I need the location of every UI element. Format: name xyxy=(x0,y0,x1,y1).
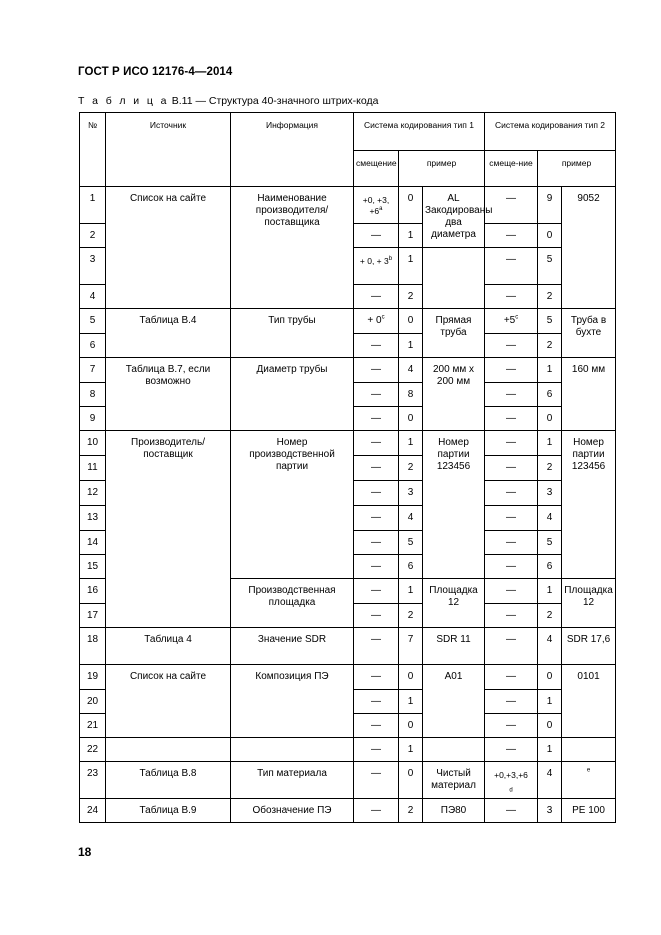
information-cell: Номер производственной партии xyxy=(231,431,354,579)
offset-1-cell: — xyxy=(354,531,399,555)
digit-2-cell: 1 xyxy=(538,431,562,456)
footnote-mark: e xyxy=(586,767,591,774)
offset-1-cell: — xyxy=(354,579,399,604)
digit-2-cell: 4 xyxy=(538,506,562,531)
barcode-structure-table xyxy=(79,112,616,823)
example-2-cell: SDR 17,6 xyxy=(562,628,616,665)
header-information: Информация xyxy=(231,113,354,187)
source-cell: Список на сайте xyxy=(106,665,231,738)
digit-2-cell: 0 xyxy=(538,224,562,248)
digit-2-cell: 5 xyxy=(538,248,562,285)
offset-2-cell: — xyxy=(485,383,538,407)
row-number: 22 xyxy=(80,738,106,762)
digit-1-cell: 0 xyxy=(399,187,423,224)
row-number: 21 xyxy=(80,714,106,738)
offset-2-cell: — xyxy=(485,358,538,383)
example-1-cell: Площадка 12 xyxy=(423,579,485,628)
information-cell: Тип трубы xyxy=(231,309,354,358)
digit-1-cell: 1 xyxy=(399,248,423,285)
table-row xyxy=(80,628,616,665)
digit-2-cell: 6 xyxy=(538,555,562,579)
example-2-cell: Площадка 12 xyxy=(562,579,616,628)
example-1-empty-cell xyxy=(423,738,485,762)
row-number: 14 xyxy=(80,531,106,555)
table-row xyxy=(80,738,616,762)
header-num: № xyxy=(80,113,106,187)
table-caption xyxy=(78,95,378,107)
digit-1-cell: 0 xyxy=(399,309,423,334)
digit-2-cell: 6 xyxy=(538,383,562,407)
digit-2-cell: 0 xyxy=(538,665,562,690)
digit-1-cell: 0 xyxy=(399,762,423,799)
example-2-cell xyxy=(562,762,616,799)
digit-2-cell: 1 xyxy=(538,690,562,714)
digit-2-cell: 4 xyxy=(538,762,562,799)
digit-1-cell: 2 xyxy=(399,604,423,628)
offset-2-cell: — xyxy=(485,665,538,690)
row-number: 19 xyxy=(80,665,106,690)
offset-1-cell: — xyxy=(354,481,399,506)
offset-2-cell: — xyxy=(485,531,538,555)
offset-1-cell: — xyxy=(354,555,399,579)
offset-2-cell: — xyxy=(485,690,538,714)
row-number: 7 xyxy=(80,358,106,383)
offset-2-cell: — xyxy=(485,248,538,285)
row-number: 9 xyxy=(80,407,106,431)
row-number: 6 xyxy=(80,334,106,358)
example-2-cell: Труба в бухте xyxy=(562,309,616,358)
digit-1-cell: 1 xyxy=(399,738,423,762)
digit-1-cell: 1 xyxy=(399,224,423,248)
offset-value: +5 xyxy=(503,315,516,326)
example-1-cell: Номер партии 123456 xyxy=(423,431,485,579)
digit-1-cell: 2 xyxy=(399,285,423,309)
row-number: 12 xyxy=(80,481,106,506)
example-2-cell: Номер партии 123456 xyxy=(562,431,616,579)
digit-2-cell: 2 xyxy=(538,285,562,309)
offset-1-cell: — xyxy=(354,224,399,248)
header-example-2: пример xyxy=(538,151,616,187)
digit-2-cell: 2 xyxy=(538,334,562,358)
information-empty-cell xyxy=(231,738,354,762)
offset-2-cell: — xyxy=(485,407,538,431)
row-number: 4 xyxy=(80,285,106,309)
offset-1-cell: — xyxy=(354,383,399,407)
digit-2-cell: 3 xyxy=(538,799,562,823)
offset-2-cell: — xyxy=(485,628,538,665)
digit-2-cell: 1 xyxy=(538,579,562,604)
offset-2-cell: — xyxy=(485,714,538,738)
offset-2-cell: — xyxy=(485,738,538,762)
row-number: 10 xyxy=(80,431,106,456)
offset-2-cell: — xyxy=(485,224,538,248)
offset-1-cell: — xyxy=(354,358,399,383)
example-1-cell: Чистый материал xyxy=(423,762,485,799)
example-2-cell: 0101 xyxy=(562,665,616,738)
row-number: 18 xyxy=(80,628,106,665)
example-1-cell: A01 xyxy=(423,665,485,738)
offset-1-cell: — xyxy=(354,628,399,665)
table-row xyxy=(80,358,616,383)
offset-2-cell: — xyxy=(485,506,538,531)
offset-value: + 0, + 3 xyxy=(359,256,389,266)
digit-1-cell: 2 xyxy=(399,799,423,823)
digit-1-cell: 3 xyxy=(399,481,423,506)
offset-value: +0,+3,+6 xyxy=(494,770,528,780)
row-number: 13 xyxy=(80,506,106,531)
row-number: 15 xyxy=(80,555,106,579)
offset-1-cell: — xyxy=(354,431,399,456)
offset-value: +0, +3, +6 xyxy=(362,195,390,216)
offset-1-cell: — xyxy=(354,762,399,799)
digit-2-cell: 3 xyxy=(538,481,562,506)
offset-2-cell: — xyxy=(485,579,538,604)
offset-1-cell: — xyxy=(354,285,399,309)
digit-1-cell: 7 xyxy=(399,628,423,665)
information-cell: Диаметр трубы xyxy=(231,358,354,431)
digit-1-cell: 2 xyxy=(399,456,423,481)
row-number: 24 xyxy=(80,799,106,823)
digit-2-cell: 9 xyxy=(538,187,562,224)
row-number: 16 xyxy=(80,579,106,604)
row-number: 23 xyxy=(80,762,106,799)
digit-2-cell: 0 xyxy=(538,714,562,738)
offset-2-cell: — xyxy=(485,456,538,481)
row-number: 2 xyxy=(80,224,106,248)
offset-2-cell: — xyxy=(485,187,538,224)
page-number: 18 xyxy=(78,845,92,859)
offset-2-cell: — xyxy=(485,285,538,309)
digit-1-cell: 5 xyxy=(399,531,423,555)
example-2-empty-cell xyxy=(562,738,616,762)
digit-1-cell: 6 xyxy=(399,555,423,579)
offset-1-cell: — xyxy=(354,665,399,690)
header-offset-1: смещение xyxy=(354,151,399,187)
information-cell: Наименование производителя/поставщика xyxy=(231,187,354,309)
table-row xyxy=(80,431,616,456)
table-row xyxy=(80,665,616,690)
offset-1-cell: — xyxy=(354,714,399,738)
source-cell: Таблица 4 xyxy=(106,628,231,665)
source-empty-cell xyxy=(106,738,231,762)
offset-1-cell xyxy=(354,309,399,334)
digit-2-cell: 5 xyxy=(538,309,562,334)
source-cell: Таблица В.8 xyxy=(106,762,231,799)
digit-1-cell: 4 xyxy=(399,506,423,531)
document-title: ГОСТ Р ИСО 12176-4—2014 xyxy=(78,66,233,78)
digit-1-cell: 1 xyxy=(399,579,423,604)
example-1-cell: AL Закодированы два диаметра xyxy=(423,187,485,248)
example-2-cell: PE 100 xyxy=(562,799,616,823)
row-number: 1 xyxy=(80,187,106,224)
offset-1-cell xyxy=(354,248,399,285)
offset-2-cell xyxy=(485,762,538,799)
example-1-cell: ПЭ80 xyxy=(423,799,485,823)
digit-1-cell: 8 xyxy=(399,383,423,407)
offset-2-cell xyxy=(485,309,538,334)
example-1-cell: SDR 11 xyxy=(423,628,485,665)
example-1-cell: Прямая труба xyxy=(423,309,485,358)
digit-1-cell: 0 xyxy=(399,407,423,431)
digit-2-cell: 4 xyxy=(538,628,562,665)
digit-1-cell: 1 xyxy=(399,334,423,358)
header-coding-system-1: Система кодирования тип 1 xyxy=(354,113,485,151)
digit-1-cell: 1 xyxy=(399,690,423,714)
offset-1-cell: — xyxy=(354,799,399,823)
table-row xyxy=(80,762,616,799)
table-caption-prefix: Т а б л и ц а xyxy=(78,95,169,107)
offset-1-cell: — xyxy=(354,407,399,431)
information-cell: Тип материала xyxy=(231,762,354,799)
example-2-cell: 9052 xyxy=(562,187,616,309)
offset-2-cell: — xyxy=(485,799,538,823)
footnote-mark: b xyxy=(388,256,393,263)
offset-value: + 0 xyxy=(367,315,382,326)
offset-2-cell: — xyxy=(485,604,538,628)
information-cell: Композиция ПЭ xyxy=(231,665,354,738)
digit-2-cell: 5 xyxy=(538,531,562,555)
source-cell: Таблица В.4 xyxy=(106,309,231,358)
offset-1-cell xyxy=(354,187,399,224)
offset-2-cell: — xyxy=(485,555,538,579)
digit-1-cell: 4 xyxy=(399,358,423,383)
offset-2-cell: — xyxy=(485,431,538,456)
header-coding-system-2: Система кодирования тип 2 xyxy=(485,113,616,151)
digit-2-cell: 2 xyxy=(538,456,562,481)
footnote-mark: c xyxy=(381,314,385,321)
offset-1-cell: — xyxy=(354,604,399,628)
digit-2-cell: 1 xyxy=(538,358,562,383)
information-cell: Производственная площадка xyxy=(231,579,354,628)
row-number: 3 xyxy=(80,248,106,285)
header-source: Источник xyxy=(106,113,231,187)
digit-2-cell: 1 xyxy=(538,738,562,762)
offset-1-cell: — xyxy=(354,738,399,762)
digit-2-cell: 2 xyxy=(538,604,562,628)
row-number: 17 xyxy=(80,604,106,628)
information-cell: Значение SDR xyxy=(231,628,354,665)
example-2-cell: 160 мм xyxy=(562,358,616,431)
source-cell: Производитель/поставщик xyxy=(106,431,231,628)
offset-1-cell: — xyxy=(354,690,399,714)
table-row xyxy=(80,799,616,823)
row-number: 11 xyxy=(80,456,106,481)
offset-2-cell: — xyxy=(485,334,538,358)
table-row xyxy=(80,309,616,334)
table-row xyxy=(80,187,616,224)
source-cell: Таблица В.9 xyxy=(106,799,231,823)
digit-1-cell: 0 xyxy=(399,714,423,738)
row-number: 8 xyxy=(80,383,106,407)
example-1-empty-cell xyxy=(423,248,485,309)
offset-2-cell: — xyxy=(485,481,538,506)
source-cell: Список на сайте xyxy=(106,187,231,309)
footnote-mark: c xyxy=(515,314,519,321)
footnote-mark: d xyxy=(509,787,513,794)
row-number: 5 xyxy=(80,309,106,334)
digit-2-cell: 0 xyxy=(538,407,562,431)
example-1-cell: 200 мм x 200 мм xyxy=(423,358,485,431)
footnote-mark: a xyxy=(379,206,383,213)
header-offset-2: смеще-ние xyxy=(485,151,538,187)
source-cell: Таблица В.7, если возможно xyxy=(106,358,231,431)
information-cell: Обозначение ПЭ xyxy=(231,799,354,823)
digit-1-cell: 0 xyxy=(399,665,423,690)
offset-1-cell: — xyxy=(354,456,399,481)
header-example-1: пример xyxy=(399,151,485,187)
table-caption-text: В.11 — Структура 40-значного штрих-кода xyxy=(168,95,379,107)
digit-1-cell: 1 xyxy=(399,431,423,456)
row-number: 20 xyxy=(80,690,106,714)
offset-1-cell: — xyxy=(354,506,399,531)
offset-1-cell: — xyxy=(354,334,399,358)
